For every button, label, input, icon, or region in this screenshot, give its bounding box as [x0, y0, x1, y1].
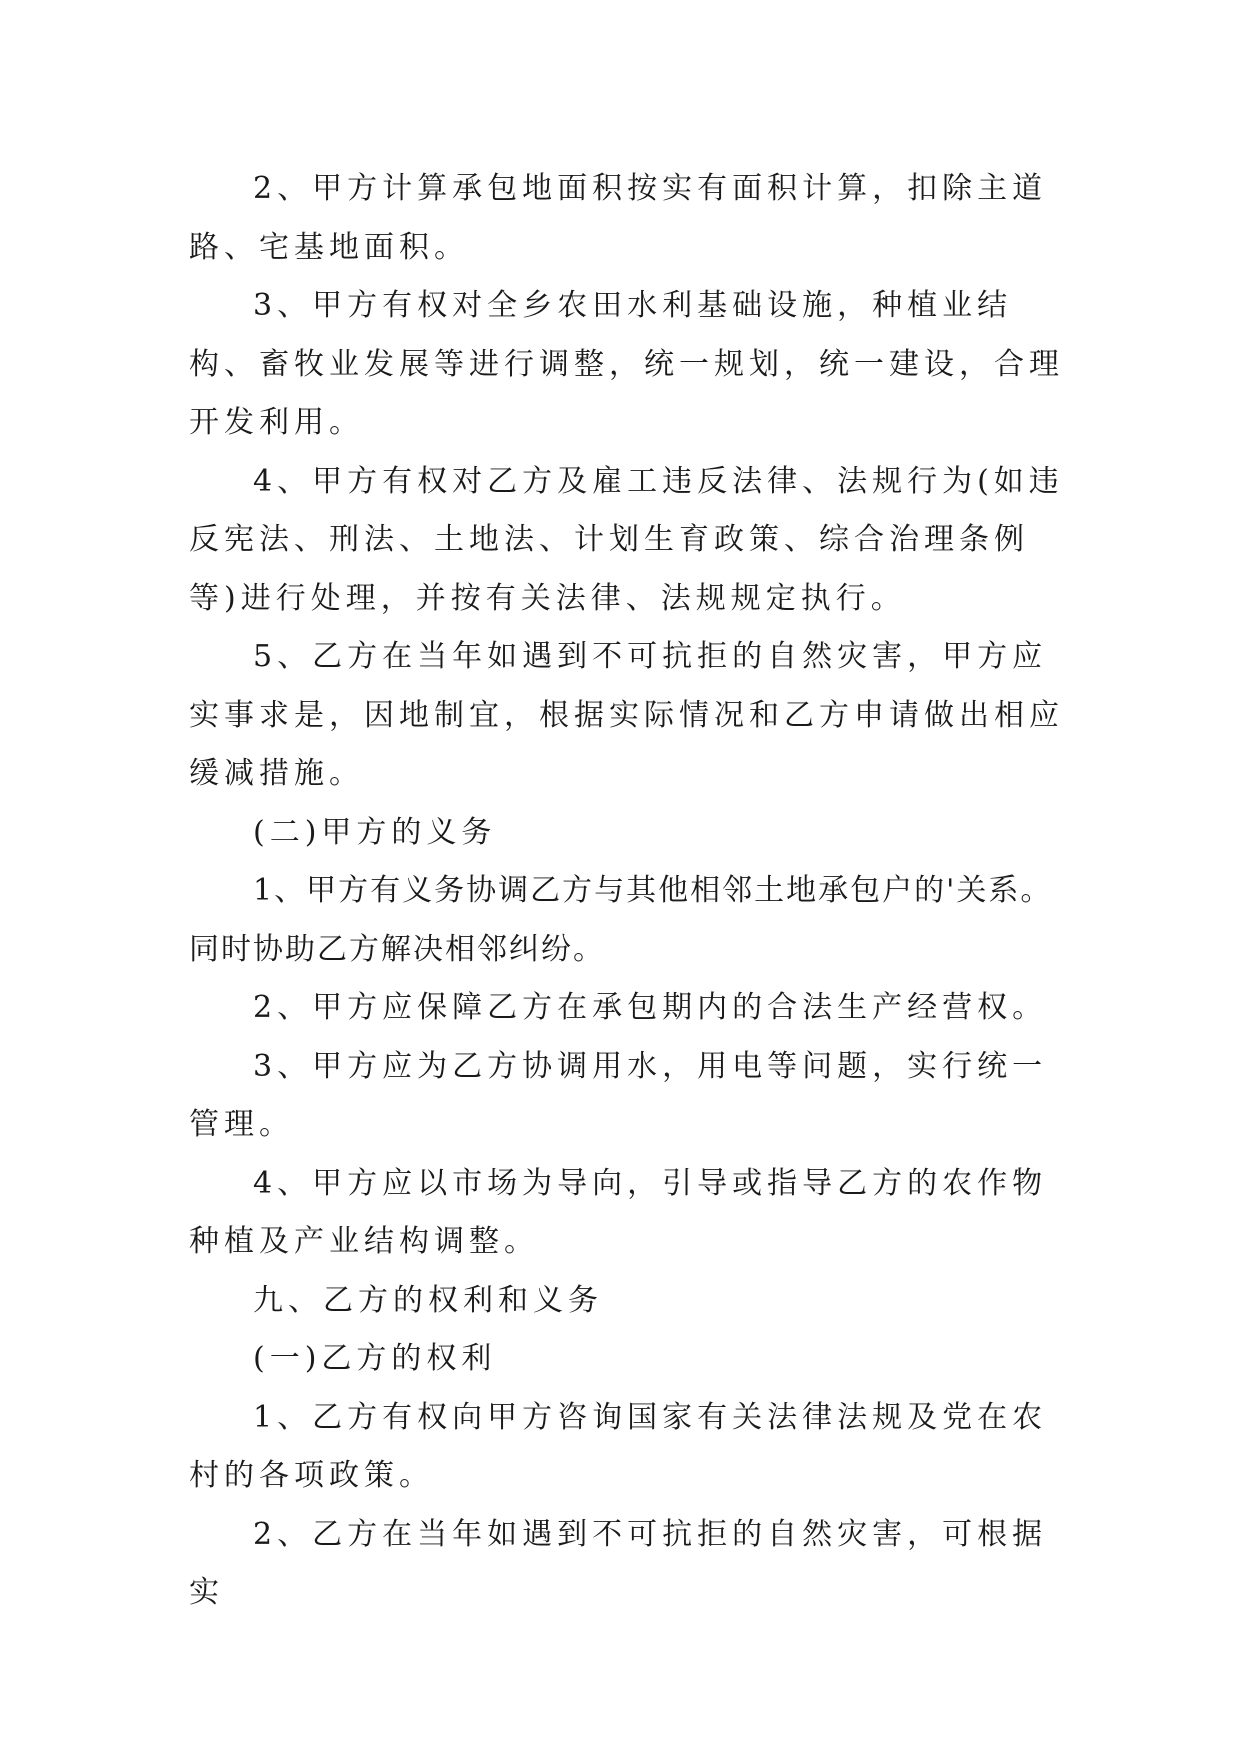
heading-section-nine: 九、乙方的权利和义务 [253, 1282, 603, 1318]
heading-party-b-rights: (一)乙方的权利 [253, 1341, 497, 1376]
paragraph-operating-rights: 2、甲方应保障乙方在承包期内的合法生产经营权。 [253, 990, 1048, 1025]
paragraph-policy-consultation: 1、乙方有权向甲方咨询国家有关法律法规及党在农村的各项政策。 [189, 1399, 1048, 1493]
paragraph-law-enforcement: 4、甲方有权对乙方及雇工违反法律、法规行为(如违反宪法、刑法、土地法、计划生育政策、综合治理条例等)进行处理，并按有关法律、法规规定执行。 [189, 463, 1064, 616]
heading-party-a-obligations: (二)甲方的义务 [253, 814, 497, 850]
paragraph-land-area-calculation: 2、甲方计算承包地面积按实有面积计算，扣除主道路、宅基地面积。 [189, 171, 1048, 265]
paragraph-water-electricity: 3、甲方应为乙方协调用水，用电等问题，实行统一管理。 [189, 1048, 1048, 1142]
paragraph-party-b-disaster: 2、乙方在当年如遇到不可抗拒的自然灾害，可根据实 [189, 1516, 1048, 1610]
document-body [189, 160, 1069, 1623]
paragraph-planning-rights: 3、甲方有权对全乡农田水利基础设施，种植业结构、畜牧业发展等进行调整，统一规划，统一建设，合理开发利用。 [189, 288, 1064, 440]
paragraph-market-guidance: 4、甲方应以市场为导向，引导或指导乙方的农作物种植及产业结构调整。 [189, 1165, 1048, 1259]
paragraph-disaster-relief: 5、乙方在当年如遇到不可抗拒的自然灾害，甲方应实事求是，因地制宜，根据实际情况和乙方申请做出相应缓减措施。 [189, 639, 1064, 791]
paragraph-neighbor-coordination: 1、甲方有义务协调乙方与其他相邻土地承包户的'关系。同时协助乙方解决相邻纠纷。 [189, 873, 1053, 967]
